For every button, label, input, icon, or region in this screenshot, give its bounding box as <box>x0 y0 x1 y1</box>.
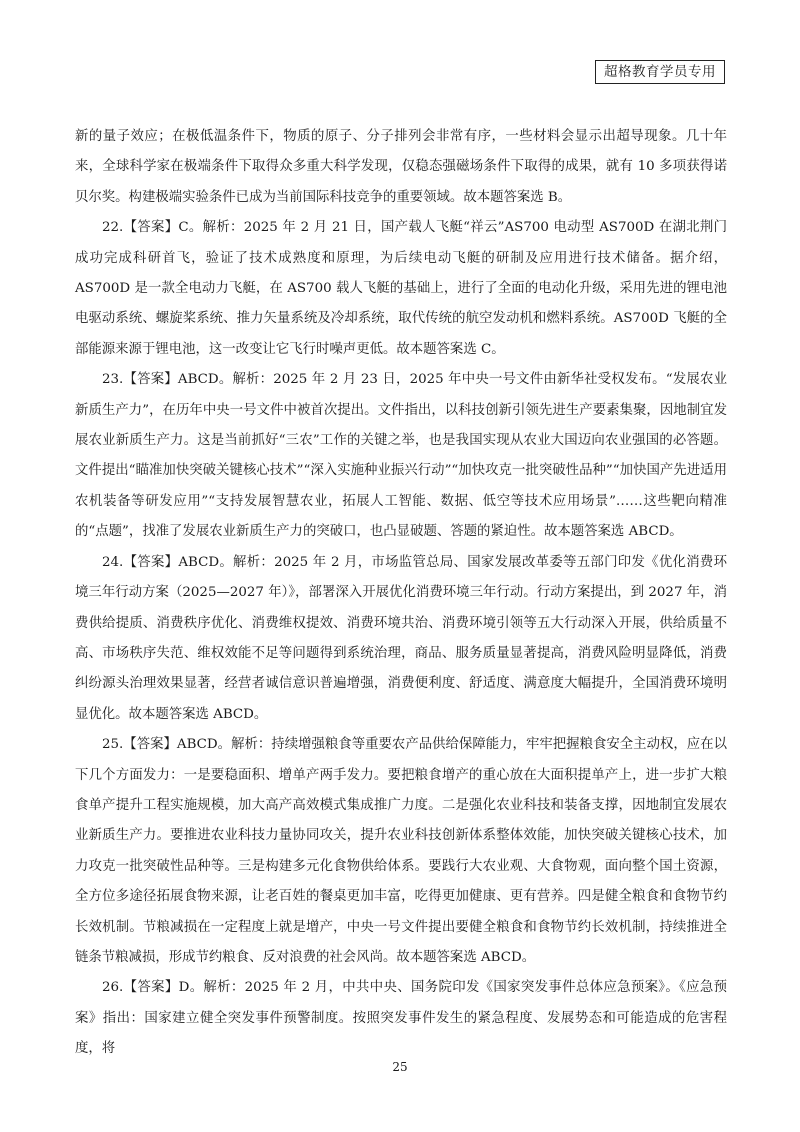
paragraph-continuation: 新的量子效应；在极低温条件下，物质的原子、分子排列会非常有序，一些材料会显示出超导现象。几十年来，全球科学家在极端条件下取得众多重大科学发现，仅稳态强磁场条件下取得的成果，就有 10 多项获得诺贝尔奖。构建极端实验条件已成为当前国际科技竞争的重要领域。故本题答案选 B。 <box>75 129 727 205</box>
page-number: 25 <box>392 1060 408 1074</box>
answer-23: 23.【答案】ABCD。解析：2025 年 2 月 23 日，2025 年中央一号文件由新华社受权发布。“发展农业新质生产力”，在历年中央一号文件中被首次提出。文件指出，以科技创新引领先进生产要素集聚，因地制宜发展农业新质生产力。这是当前抓好“三农”工作的关键之举，也是我国实现从农业大国迈向农业强国的必答题。文件提出“瞄准加快突破关键核心技术”“深入实施种业振兴行动”“加快攻克一批突破性品种”“加快国产先进适用农机装备等研发应用”“支持发展智慧农业，拓展人工智能、数据、低空等技术应用场景”……这些靶向精准的“点题”，找准了发展农业新质生产力的突破口，也凸显破题、答题的紧迫性。故本题答案选 ABCD。 <box>75 372 727 540</box>
answer-26: 26.【答案】D。解析：2025 年 2 月，中共中央、国务院印发《国家突发事件总体应急预案》。《应急预案》指出：国家建立健全突发事件预警制度。按照突发事件发生的紧急程度、发展势态和可能造成的危害程度，将 <box>75 980 727 1057</box>
answer-explanations <box>75 122 727 1065</box>
usage-badge: 超格教育学员专用 <box>595 60 725 84</box>
answer-25: 25.【答案】ABCD。解析：持续增强粮食等重要农产品供给保障能力，牢牢把握粮食安全主动权，应在以下几个方面发力：一是要稳面积、增单产两手发力。要把粮食增产的重心放在大面积提单产上，进一步扩大粮食单产提升工程实施规模，加大高产高效模式集成推广力度。二是强化农业科技和装备支撑，因地制宜发展农业新质生产力。要推进农业科技力量协同攻关，提升农业科技创新体系整体效能，加快突破关键核心技术，加力攻克一批突破性品种等。三是构建多元化食物供给体系。要践行大农业观、大食物观，面向整个国土资源，全方位多途径拓展食物来源，让老百姓的餐桌更加丰富，吃得更加健康、更有营养。四是健全粮食和食物节约长效机制。节粮减损在一定程度上就是增产，中央一号文件提出要健全粮食和食物节约长效机制，持续推进全链条节粮减损，形成节约粮食、反对浪费的社会风尚。故本题答案选 ABCD。 <box>75 737 727 965</box>
answer-22: 22.【答案】C。解析：2025 年 2 月 21 日，国产载人飞艇“祥云”AS700 电动型 AS700D 在湖北荆门成功完成科研首飞，验证了技术成熟度和原理，为后续电动飞艇的研制及应用进行技术储备。据介绍，AS700D 是一款全电动力飞艇，在 AS700 载人飞艇的基础上，进行了全面的电动化升级，采用先进的锂电池电驱动系统、螺旋桨系统、推力矢量系统及冷却系统，取代传统的航空发动机和燃料系统。AS700D 飞艇的全部能源来源于锂电池，这一改变让它飞行时噪声更低。故本题答案选 C。 <box>75 220 727 357</box>
answer-24: 24.【答案】ABCD。解析：2025 年 2 月，市场监管总局、国家发展改革委等五部门印发《优化消费环境三年行动方案（2025—2027 年）》，部署深入开展优化消费环境三年行动。行动方案提出，到 2027 年，消费供给提质、消费秩序优化、消费维权提效、消费环境共治、消费环境引领等五大行动深入开展，供给质量不高、市场秩序失范、维权效能不足等问题得到系统治理，商品、服务质量显著提高，消费风险明显降低，消费纠纷源头治理效果显著，经营者诚信意识普遍增强，消费便利度、舒适度、满意度大幅提升，全国消费环境明显优化。故本题答案选 ABCD。 <box>75 554 727 722</box>
